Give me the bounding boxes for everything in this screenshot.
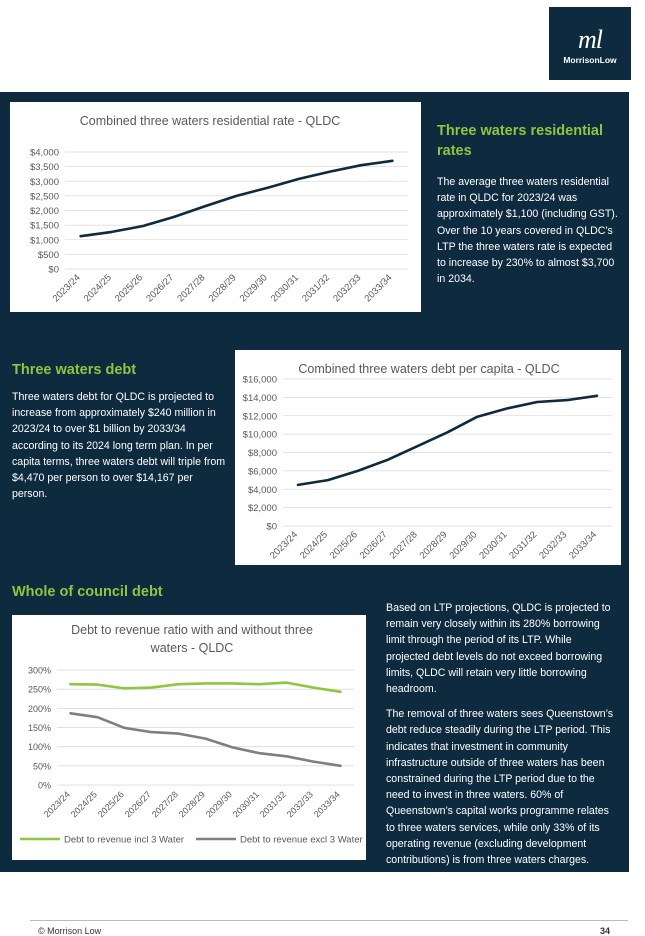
chart-title: Debt to revenue ratio with and without three — [71, 623, 313, 637]
y-tick-label: $3,500 — [29, 162, 59, 174]
residential-rates-heading: Three waters residential rates — [437, 123, 604, 159]
page-number: 34 — [600, 926, 611, 936]
series-line-1 — [71, 713, 341, 766]
series-line-0 — [298, 396, 597, 485]
y-tick-label: $12,000 — [242, 411, 277, 423]
y-tick-label: $1,500 — [29, 220, 59, 232]
y-tick-label: $4,000 — [247, 484, 277, 496]
y-tick-label: 0% — [37, 780, 51, 791]
council-debt-panel — [0, 578, 629, 872]
paragraph: Three waters debt for QLDC is projected to increase from approximately $240 million in 2023/24 to over $1 billion by 2033/34 according to its 2024 long term plan. In per capita terms, three waters debt will triple from $4,470 per person to over $14,167 per person. — [12, 391, 226, 501]
x-tick-label: 2029/30 — [447, 529, 480, 562]
logo-wordmark: MorrisonLow — [563, 55, 617, 65]
x-tick-label: 2031/32 — [300, 272, 333, 305]
three-waters-debt-panel — [0, 330, 629, 578]
debt-per-capita-chart-box — [235, 350, 621, 565]
residential-rate-chart — [10, 102, 421, 312]
y-tick-label: 200% — [27, 703, 51, 714]
x-tick-label: 2023/24 — [50, 272, 83, 305]
paragraph: The removal of three waters sees Queenstown’s debt reduce steadily during the LTP period. This indicates that investment in community infrastructure outside of three waters has been constrained during the LTP period due to the need to invest in three waters. 60% of Queenstown’s capital works programme relates to three waters services, while only 33% of its operating revenue (excluding development contributions) is from three waters charges. — [386, 708, 614, 867]
x-tick-label: 2029/30 — [203, 789, 234, 820]
footer-divider — [30, 920, 628, 921]
x-tick-label: 2033/34 — [362, 272, 395, 305]
y-tick-label: $16,000 — [242, 374, 277, 386]
morrison-low-logo — [549, 7, 631, 80]
paragraph: The average three waters residential rate in QLDC for 2023/24 was approximately $1,100 (including GST). Over the 10 years covered in QLDC’s LTP the three waters rate is expected to increase by 230% to almost $3,700 in 2034. — [437, 176, 618, 286]
x-tick-label: 2032/33 — [331, 272, 364, 305]
y-tick-label: $2,500 — [29, 191, 59, 203]
x-tick-label: 2033/34 — [567, 529, 600, 562]
x-tick-label: 2024/25 — [297, 529, 330, 562]
paragraph: Based on LTP projections, QLDC is projected to remain very closely within its 280% borrowing limit through the period of its LTP. While projected debt levels do not exceed borrowing limits, QLDC will retain very little borrowing headroom. — [386, 602, 611, 696]
x-tick-label: 2025/26 — [327, 529, 360, 562]
footer-copyright: © Morrison Low — [38, 926, 102, 936]
x-tick-label: 2028/29 — [206, 272, 239, 305]
x-tick-label: 2030/31 — [477, 529, 510, 562]
x-tick-label: 2033/34 — [311, 789, 342, 820]
x-tick-label: 2024/25 — [68, 789, 99, 820]
x-tick-label: 2031/32 — [257, 789, 288, 820]
x-tick-label: 2026/27 — [144, 272, 177, 305]
y-tick-label: $500 — [37, 249, 59, 261]
x-tick-label: 2029/30 — [237, 272, 270, 305]
debt-to-revenue-chart-box — [12, 615, 366, 860]
y-tick-label: $8,000 — [247, 448, 277, 459]
x-tick-label: 2025/26 — [95, 789, 126, 820]
y-tick-label: 100% — [27, 742, 51, 753]
debt-per-capita-chart — [235, 350, 621, 565]
three-waters-debt-heading: Three waters debt — [12, 362, 137, 378]
series-line-0 — [71, 683, 341, 692]
x-tick-label: 2025/26 — [113, 272, 146, 305]
y-tick-label: $0 — [48, 264, 59, 276]
council-debt-heading: Whole of council debt — [12, 584, 163, 600]
x-tick-label: 2026/27 — [122, 789, 153, 820]
residential-rates-text — [437, 174, 621, 296]
y-tick-label: $6,000 — [247, 466, 277, 478]
x-tick-label: 2024/25 — [81, 272, 114, 305]
x-tick-label: 2026/27 — [357, 529, 390, 562]
council-debt-text — [386, 600, 616, 877]
x-tick-label: 2031/32 — [507, 529, 540, 562]
residential-rate-chart-box — [10, 102, 421, 312]
y-tick-label: 150% — [27, 723, 51, 733]
y-tick-label: $14,000 — [242, 392, 277, 404]
x-tick-label: 2032/33 — [537, 529, 570, 562]
debt-to-revenue-chart — [12, 615, 366, 860]
y-tick-label: $10,000 — [242, 429, 277, 441]
x-tick-label: 2032/33 — [284, 789, 315, 820]
y-tick-label: 300% — [27, 665, 51, 676]
y-tick-label: $2,000 — [247, 503, 277, 515]
x-tick-label: 2030/31 — [230, 789, 261, 820]
x-tick-label: 2028/29 — [176, 789, 207, 820]
x-tick-label: 2027/28 — [387, 529, 420, 562]
legend-label: Debt to revenue incl 3 Water — [64, 834, 185, 846]
chart-title: Combined three waters debt per capita - QLDC — [298, 362, 560, 376]
y-tick-label: 250% — [27, 684, 51, 695]
logo-mark: ml — [578, 25, 602, 54]
three-waters-debt-text — [12, 389, 230, 511]
y-tick-label: $4,000 — [29, 147, 59, 159]
chart-title: Combined three waters residential rate - QLDC — [79, 114, 341, 128]
legend-label: Debt to revenue excl 3 Water — [240, 834, 363, 846]
x-tick-label: 2027/28 — [149, 789, 180, 820]
x-tick-label: 2030/31 — [268, 272, 301, 305]
chart-title: waters - QLDC — [150, 641, 234, 655]
y-tick-label: $2,000 — [29, 206, 59, 217]
y-tick-label: $1,000 — [29, 235, 59, 247]
x-tick-label: 2027/28 — [175, 272, 208, 305]
y-tick-label: $0 — [266, 521, 277, 533]
y-tick-label: 50% — [32, 761, 51, 772]
y-tick-label: $3,000 — [29, 176, 59, 188]
x-tick-label: 2023/24 — [41, 789, 72, 820]
x-tick-label: 2028/29 — [417, 529, 450, 562]
x-tick-label: 2023/24 — [268, 529, 301, 562]
residential-rates-panel — [0, 92, 629, 330]
